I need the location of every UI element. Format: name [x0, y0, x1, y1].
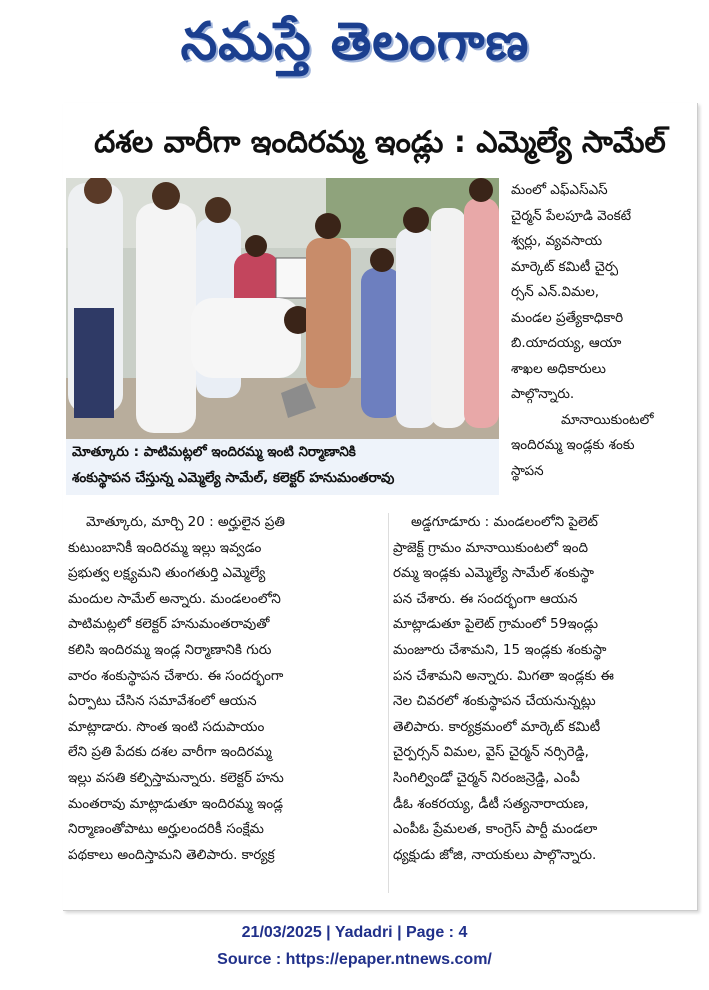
- masthead-logo: నమస్తే తెలంగాణ: [180, 12, 530, 72]
- article-headline: దశల వారీగా ఇందిరమ్మ ఇండ్లు : ఎమ్మెల్యే సామేల్: [94, 125, 666, 160]
- text-line: లేని ప్రతి పేదకు దశల వారీగా ఇందిరమ్మ: [68, 744, 272, 761]
- text-line: శాఖల అధికారులు: [511, 360, 606, 377]
- text-line: మంలో ఎఫ్ఎస్ఎస్: [511, 182, 608, 198]
- text-line: నిర్మాణంతోపాటు అర్హులందరికీ సంక్షేమ: [68, 821, 264, 838]
- text-line: ఏర్పాటు చేసిన సమావేశంలో ఆయన: [68, 693, 257, 710]
- text-line: చైర్మన్ పేలపూడి వెంకటే: [511, 207, 632, 224]
- text-line: ర్సన్ ఎన్.విమల,: [511, 284, 600, 300]
- text-line: మాట్లాడుతూ పైలెట్ గ్రామంలో 59ఇండ్లు: [393, 616, 599, 633]
- photo-caption: [66, 439, 499, 495]
- text-line: ఇందిరమ్మ ఇండ్లకు శంకు: [511, 437, 635, 453]
- caption-line: శంకుస్థాపన చేస్తున్న ఎమ్మెల్యే సామేల్, కలెక్టర్ హనుమంతరావు: [72, 470, 395, 486]
- text-line: డీఓ శంకరయ్య, డీటీ సత్యనారాయణ,: [393, 795, 589, 812]
- text-line: కుటుంబానికీ ఇందిరమ్మ ఇల్లు ఇవ్వడం: [68, 539, 262, 556]
- text-line: మాట్లాడారు. సొంత ఇంటి సదుపాయం: [68, 718, 265, 735]
- text-line: పథకాలు అందిస్తామని తెలిపారు. కార్యక్ర: [68, 846, 275, 863]
- caption-line: మోత్కూరు : పాటిమట్లలో ఇందిరమ్మ ఇంటి నిర్మాణానికి: [72, 444, 356, 460]
- text-line: రమ్మ ఇండ్లకు ఎమ్మెల్యే సామేల్ శంకుస్థా: [393, 565, 594, 582]
- text-line: మోత్కూరు, మార్చి 20 : అర్హులైన ప్రతి: [86, 514, 285, 530]
- text-line: ప్రభుత్వ లక్ష్యమని తుంగతుర్తి ఎమ్మెల్యే: [68, 565, 266, 582]
- text-line: మందుల సామేల్ అన్నారు. మండలంలోని: [68, 590, 281, 607]
- text-line: ఎంపీఓ ప్రేమలత, కాంగ్రెస్ పార్టీ మండలా: [393, 821, 598, 838]
- text-line: కలిసి ఇందిరమ్మ ఇండ్ల నిర్మాణానికి గురు: [68, 641, 272, 658]
- text-line: పన చేశామని అన్నారు. మిగతా ఇండ్లకు ఈ: [393, 667, 614, 684]
- right-column: [393, 510, 695, 868]
- article-photo: [66, 178, 499, 439]
- text-line: సింగిల్విండో చైర్మన్ నిరంజన్రెడ్డి, ఎంపీ: [393, 769, 580, 786]
- column-divider: [388, 513, 389, 893]
- text-line: మండల ప్రత్యేకాధికారి: [511, 309, 624, 326]
- text-line: శ్వర్లు, వ్యవసాయ: [511, 233, 603, 249]
- text-line: బి.యాదయ్య, ఆయా: [511, 335, 622, 351]
- footer-source-line: Source : https://epaper.ntnews.com/: [217, 951, 492, 968]
- text-line: వారం శంకుస్థాపన చేశారు. ఈ సందర్భంగా: [68, 667, 284, 684]
- text-line: నెల చివరలో శంకుస్థాపన చేయనున్నట్లు: [393, 693, 596, 710]
- text-line: పన చేశారు. ఈ సందర్భంగా ఆయన: [393, 590, 578, 607]
- footer-date-line: 21/03/2025 | Yadadri | Page : 4: [241, 924, 468, 941]
- text-line: మానాయికుంటలో: [561, 411, 654, 428]
- text-line: పాటిమట్లలో కలెక్టర్ హనుమంతరావుతో: [68, 616, 270, 633]
- text-line: తెలిపారు. కార్యక్రమంలో మార్కెట్ కమిటీ: [393, 718, 601, 735]
- text-line: మంతరావు మాట్లాడుతూ ఇందిరమ్మ ఇండ్ల: [68, 795, 284, 812]
- text-line: ధ్యక్షుడు జోజి, నాయకులు పాల్గొన్నారు.: [393, 846, 597, 863]
- text-line: ఇల్లు వసతి కల్పిస్తామన్నారు. కలెక్టర్ హను: [68, 769, 284, 786]
- text-line: ప్రాజెక్ట్ గ్రామం మానాయికుంటలో ఇంది: [393, 539, 588, 556]
- text-line: చైర్పర్సన్ విమల, వైస్ చైర్మన్ నర్సిరెడ్డి,: [393, 744, 589, 761]
- news-clipping: [63, 103, 698, 911]
- left-column: [68, 510, 388, 868]
- text-line: స్థాపన: [511, 462, 544, 479]
- text-line: మార్కెట్ కమిటీ చైర్ప: [511, 258, 619, 275]
- text-line: పాల్గొన్నారు.: [511, 386, 575, 402]
- side-column: [511, 178, 693, 484]
- text-line: అడ్డగూడూరు : మండలంలోని పైలెట్: [411, 514, 598, 530]
- text-line: మంజూరు చేశామని, 15 ఇండ్లకు శంకుస్థా: [393, 641, 607, 658]
